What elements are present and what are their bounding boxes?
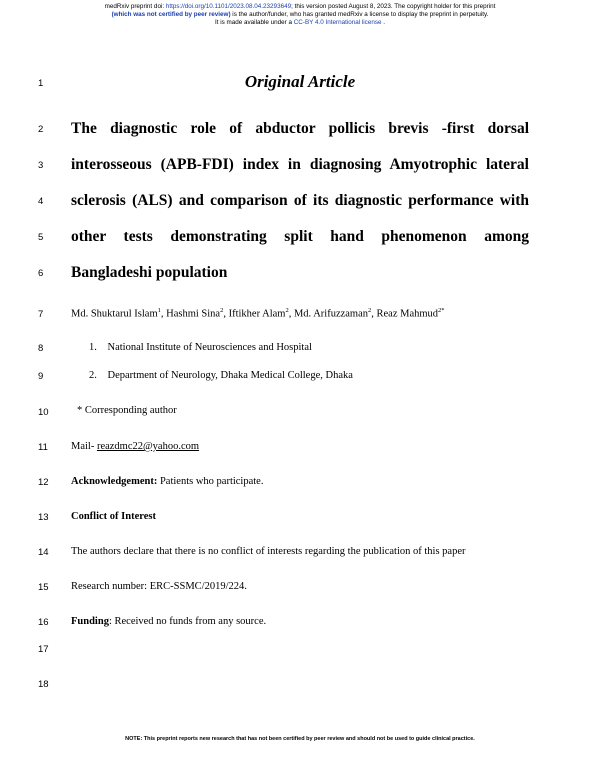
line-number: 8 (38, 343, 44, 354)
preprint-header-line-1 (0, 3, 600, 11)
title-line: other tests demonstrating split hand phenomenon among (71, 228, 529, 245)
author-affiliation-mark: 1 (157, 307, 161, 314)
affiliation-number: 2. (89, 370, 97, 381)
doi-link[interactable]: https://doi.org/10.1101/2023.08.04.23293649 (165, 3, 292, 10)
title-line: Bangladeshi population (71, 264, 228, 281)
line-number: 16 (38, 617, 49, 628)
line-number: 15 (38, 582, 49, 593)
line-number: 13 (38, 512, 49, 523)
line-number: 9 (38, 371, 44, 382)
author-affiliation-mark: 2* (438, 307, 445, 314)
title-line: sclerosis (ALS) and comparison of its diagnostic performance with (71, 192, 529, 209)
author-name: Md. Shuktarul Islam (71, 308, 158, 320)
header-text: is the author/funder, who has granted medRxiv a license to display the preprint in perpetuity. (230, 11, 489, 18)
author-affiliation-mark: 2 (220, 307, 224, 314)
affiliation-item (89, 342, 312, 353)
author-name: Md. Arifuzzaman (293, 308, 369, 320)
affiliation-item (89, 370, 353, 381)
title-line: The diagnostic role of abductor pollicis brevis -first dorsal (71, 120, 529, 137)
header-text: medRxiv preprint doi: (104, 3, 166, 10)
line-number: 6 (38, 268, 44, 279)
author-name: Hashmi Sina (166, 308, 221, 320)
email-link[interactable]: reazdmc22@yahoo.com (96, 441, 200, 452)
research-number: Research number: ERC-SSMC/2019/224. (71, 581, 247, 592)
header-text: . (381, 19, 385, 26)
line-number: 4 (38, 196, 44, 207)
peer-review-note: (which was not certified by peer review) (111, 11, 231, 18)
license-link[interactable]: CC-BY 4.0 International license (293, 19, 382, 26)
funding (71, 616, 266, 627)
mail-line (71, 441, 199, 452)
line-number: 17 (38, 644, 49, 655)
funding-text: : Received no funds from any source. (108, 616, 267, 627)
preprint-header-line-2 (0, 11, 600, 19)
line-number: 11 (38, 442, 48, 453)
line-number: 2 (38, 124, 44, 135)
funding-label: Funding (71, 616, 109, 627)
author-list: Md. Shuktarul Islam$^1$, Hashmi Sina$^2$, Iftikher Alam$^2$, Md. Arifuzzaman$^2$, Reaz Mahmud$^{2*}$ (71, 307, 445, 320)
line-number: 18 (38, 679, 49, 690)
line-number: 5 (38, 232, 44, 243)
line-number: 3 (38, 160, 44, 171)
mail-label: Mail- (71, 441, 97, 452)
acknowledgement-text: Patients who participate. (157, 476, 264, 487)
article-type: Original Article (244, 72, 356, 91)
line-number: 7 (38, 309, 44, 320)
conflict-heading: Conflict of Interest (71, 511, 156, 522)
preprint-footer-note: NOTE: This preprint reports new research that has not been certified by peer review and should not be used to guide clinical practice. (125, 736, 475, 742)
author-name: Reaz Mahmud (376, 308, 439, 320)
line-number: 12 (38, 477, 49, 488)
acknowledgement (71, 476, 263, 487)
line-number: 10 (38, 407, 49, 418)
affiliation-text: Department of Neurology, Dhaka Medical College, Dhaka (107, 370, 353, 381)
author-affiliation-mark: 2 (285, 307, 289, 314)
header-text: It is made available under a (214, 19, 294, 26)
affiliation-number: 1. (89, 342, 97, 353)
preprint-header-line-3 (0, 19, 600, 27)
line-number: 1 (38, 78, 44, 89)
corresponding-author: * Corresponding author (77, 405, 177, 416)
line-number: 14 (38, 547, 49, 558)
header-text: ; this version posted August 8, 2023. The copyright holder for this preprint (291, 3, 496, 10)
acknowledgement-label: Acknowledgement: (71, 476, 158, 487)
title-line: interosseous (APB-FDI) index in diagnosing Amyotrophic lateral (71, 156, 529, 173)
author-name: Iftikher Alam (228, 308, 286, 320)
conflict-statement: The authors declare that there is no conflict of interests regarding the publication of this paper (71, 546, 466, 557)
affiliation-text: National Institute of Neurosciences and Hospital (107, 342, 312, 353)
author-affiliation-mark: 2 (368, 307, 372, 314)
